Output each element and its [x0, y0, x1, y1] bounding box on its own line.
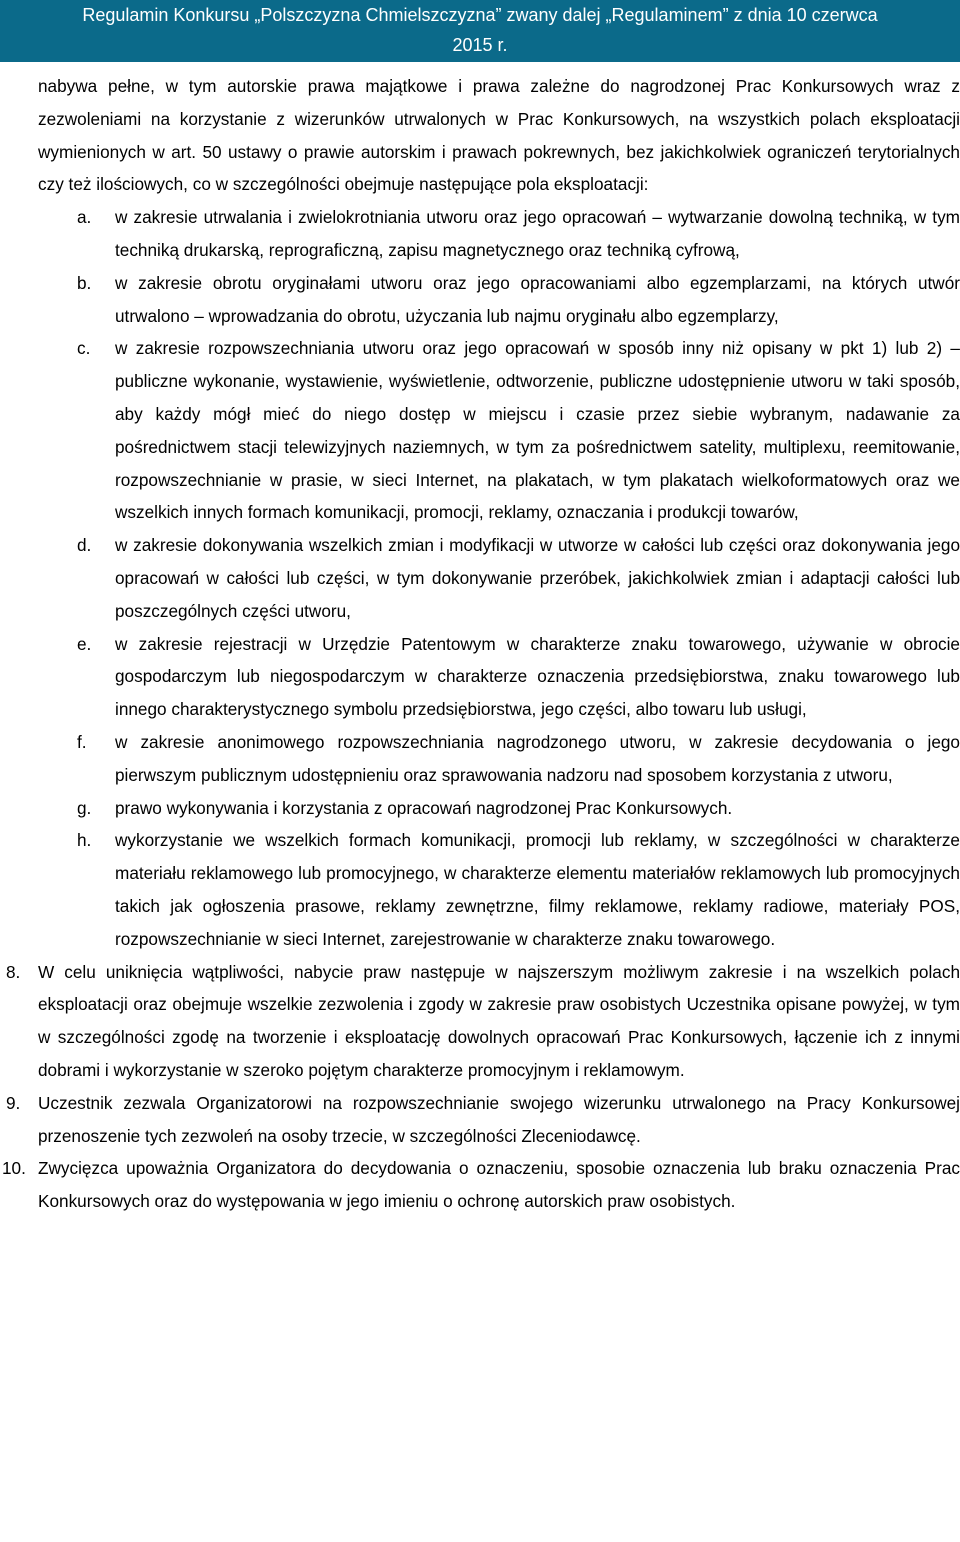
list-item	[38, 201, 960, 267]
list-item-text: Uczestnik zezwala Organizatorowi na rozpowszechnianie swojego wizerunku utrwalonego na Pracy Konkursowej przenoszenie tych zezwoleń na osoby trzecie, w szczególności Zleceniodawcę.	[38, 1092, 960, 1146]
list-marker: 10.	[2, 1158, 26, 1179]
list-marker: d.	[77, 535, 92, 556]
list-marker: 8.	[6, 961, 21, 982]
list-marker: e.	[77, 633, 92, 654]
list-marker: f.	[77, 731, 87, 752]
list-marker: h.	[77, 830, 92, 851]
document-body	[2, 70, 960, 1218]
list-item	[2, 1152, 960, 1218]
list-marker: c.	[77, 338, 91, 359]
list-item-text: w zakresie utrwalania i zwielokrotniania utworu oraz jego opracowań – wytwarzanie dowolną techniką, w tym techniką drukarską, reprograficzną, zapisu magnetycznego oraz techniką cyfrową,	[115, 207, 960, 260]
list-item-text: w zakresie dokonywania wszelkich zmian i modyfikacji w utworze w całości lub części oraz dokonywania jego opracowań w całości lub części, w tym dokonywanie przeróbek, jakichkolwiek zmian i adaptacji całości lub poszczególnych części utworu,	[115, 535, 960, 621]
document-header	[0, 0, 960, 62]
list-item	[38, 628, 960, 726]
list-item-text: prawo wykonywania i korzystania z opracowań nagrodzonej Prac Konkursowych.	[115, 797, 733, 818]
list-item-text: w zakresie rejestracji w Urzędzie Patentowym w charakterze znaku towarowego, używanie w obrocie gospodarczym lub niegospodarczym w charakterze oznaczenia przedsiębiorstwa, znaku towarowego lub innego charakterystycznego symbolu przedsiębiorstwa, jego części, albo towaru lub usługi,	[115, 633, 960, 720]
list-item	[6, 956, 960, 1087]
list-item	[38, 792, 960, 825]
header-title-line-1: Regulamin Konkursu „Polszczyzna Chmielszczyzna” zwany dalej „Regulaminem” z dnia 10 czerwca	[82, 5, 878, 25]
exploitation-fields-list	[38, 201, 960, 955]
header-title-line-2: 2015 r.	[452, 35, 508, 55]
list-item	[38, 726, 960, 792]
list-item	[6, 1087, 960, 1153]
list-item	[38, 529, 960, 627]
regulation-points-list	[2, 956, 960, 1218]
list-marker: g.	[77, 797, 92, 818]
list-item-text: W celu uniknięcia wątpliwości, nabycie praw następuje w najszerszym możliwym zakresie i na wszelkich polach eksploatacji oraz obejmuje wszelkie zezwolenia i zgody w zakresie praw osobistych Uczestnika opisane powyżej, w tym w szczególności zgodę na tworzenie i eksploatację dowolnych opracowań Prac Konkursowych, łączenie ich z innymi dobrami i wykorzystanie w szeroko pojętym charakterze promocyjnym i reklamowym.	[38, 961, 960, 1080]
intro-paragraph: nabywa pełne, w tym autorskie prawa majątkowe i prawa zależne do nagrodzonej Prac Konkursowych wraz z zezwoleniami na korzystanie z wizerunków utrwalonych w Prac Konkursowych, na wszystkich polach eksploatacji wymienionych w art. 50 ustawy o prawie autorskim i prawach pokrewnych, bez jakichkolwiek ograniczeń terytorialnych czy też ilościowych, co w szczególności obejmuje następujące pola eksploatacji:	[38, 76, 960, 195]
list-item	[38, 332, 960, 529]
list-item-text: w zakresie anonimowego rozpowszechniania nagrodzonego utworu, w zakresie decydowania o jego pierwszym publicznym udostępnieniu oraz sprawowania nadzoru nad sposobem korzystania z utworu,	[115, 731, 960, 785]
list-marker: b.	[77, 272, 92, 293]
list-item	[38, 824, 960, 955]
list-item	[38, 267, 960, 333]
list-item-text: w zakresie rozpowszechniania utworu oraz jego opracowań w sposób inny niż opisany w pkt 1) lub 2) – publiczne wykonanie, wystawienie, wyświetlenie, odtworzenie, publiczne udostępnienie utworu w taki sposób, aby każdy mógł mieć do niego dostęp w miejscu i czasie przez siebie wybranym, nadawanie za pośrednictwem stacji telewizyjnych naziemnych, w tym za pośrednictwem satelity, multiplexu, reemitowanie, rozpowszechnianie w prasie, w sieci Internet, na plakatach, w tym plakatach wielkoformatowych oraz we wszelkich innych formach komunikacji, promocji, reklamy, oznaczania i produkcji towarów,	[115, 338, 960, 523]
list-marker: a.	[77, 207, 92, 228]
list-item-text: w zakresie obrotu oryginałami utworu oraz jego opracowaniami albo egzemplarzami, na których utwór utrwalono – wprowadzania do obrotu, użyczania lub najmu oryginału albo egzemplarzy,	[115, 272, 960, 326]
list-item-text: wykorzystanie we wszelkich formach komunikacji, promocji lub reklamy, w szczególności w charakterze materiału reklamowego lub promocyjnego, w charakterze elementu materiałów reklamowych lub promocyjnych takich jak ogłoszenia prasowe, reklamy zewnętrzne, filmy reklamowe, reklamy radiowe, materiały POS, rozpowszechnianie w sieci Internet, zarejestrowanie w charakterze znaku towarowego.	[115, 830, 960, 949]
list-marker: 9.	[6, 1092, 21, 1113]
list-item-text: Zwycięzca upoważnia Organizatora do decydowania o oznaczeniu, sposobie oznaczenia lub braku oznaczenia Prac Konkursowych oraz do występowania w jego imieniu o ochronę autorskich praw osobistych.	[38, 1158, 960, 1212]
